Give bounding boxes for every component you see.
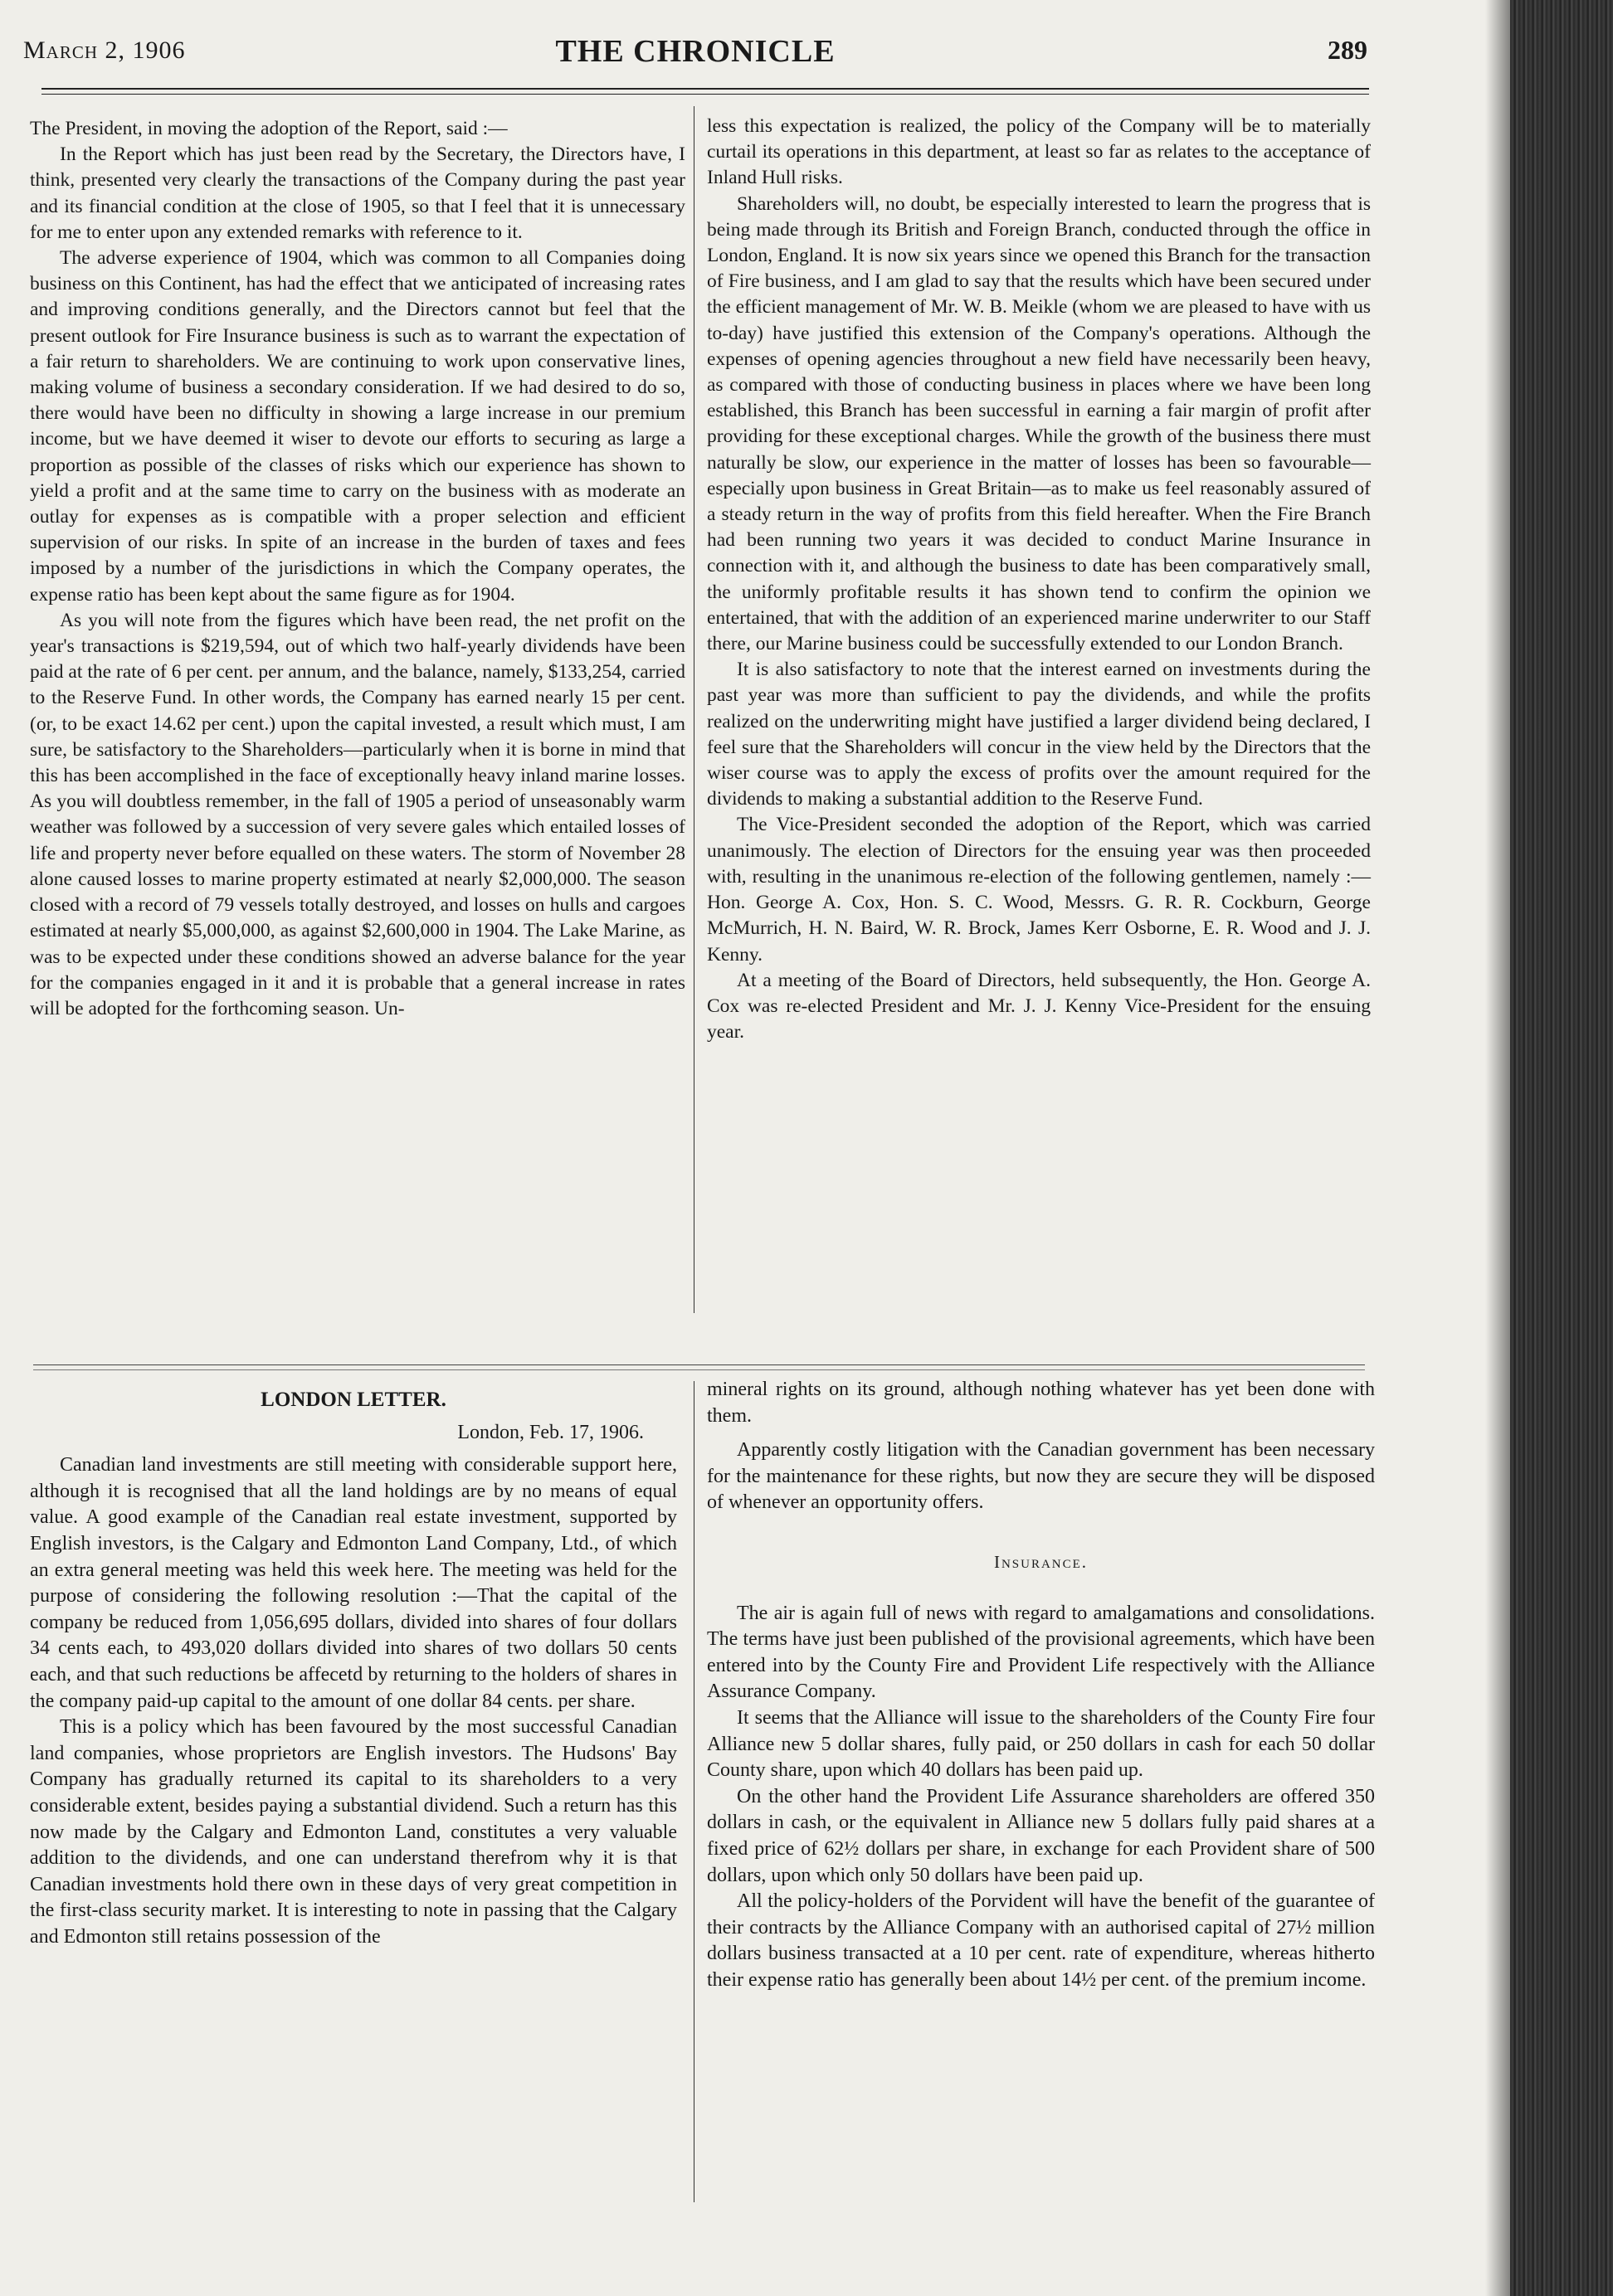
binding-shadow <box>1485 0 1510 2296</box>
london-letter-column <box>30 1387 677 1950</box>
paragraph: mineral rights on its ground, although nothing whatever has yet been done with them. <box>707 1379 1375 1427</box>
paragraph: The adverse experience of 1904, which was common to all Companies doing business on this Continent, has had the effect that we anticipated of increasing rates and improving conditions generally, and the Directors cannot but feel that the present outlook for Fire Insurance business is such as to warrant the expectation of a fair return to shareholders. We are continuing to work upon conservative lines, making volume of business a secondary consideration. If we had desired to do so, there would have been no difficulty in showing a large increase in our premium income, but we have deemed it wiser to devote our efforts to securing as large a proportion as possible of the classes of risks which our experience has shown to yield a profit and at the same time to carry on the business with as moderate an outlay for expenses as is compatible with a proper selection and efficient supervision of our risks. In spite of an increase in the burden of taxes and fees imposed by a number of the jurisdictions in which the Company operates, the expense ratio has been kept about the same figure as for 1904. <box>30 247 685 606</box>
paragraph: On the other hand the Provident Life Assurance shareholders are offered 350 dollars in cash, or the equivalent in Alliance new 5 dollars fully paid shares at a fixed price of 62½ dollars per share, in exchange for each Provident share of 500 dollars, upon which only 50 dollars have been paid up. <box>707 1785 1375 1886</box>
header-rule <box>41 88 1369 90</box>
paragraph: In the Report which has just been read by the Secretary, the Directors have, I think, presented very clearly the transactions of the Company during the past year and its financial condition at the close of 1905, so that I feel that it is unnecessary for me to enter upon any extended remarks with reference to it. <box>30 144 685 243</box>
section-title: LONDON LETTER. <box>261 1389 446 1411</box>
top-right-column <box>707 114 1371 1045</box>
paragraph: All the policy-holders of the Porvident will have the benefit of the guarantee of their contracts by the Alliance Company with an authorised capital of 27½ million dollars business transacted at a 10 per cent. rate of expenditure, whereas hitherto their expense ratio has generally been about 14½ per cent. of the premium income. <box>707 1890 1375 1991</box>
bottom-right-column <box>707 1377 1375 1993</box>
paragraph: It is also satisfactory to note that the interest earned on investments during the past year was more than sufficient to pay the dividends, and while the profits realized on the underwriting might have justified a larger dividend being declared, I feel sure that the Shareholders will concur in the view held by the Directors that the wiser course was to apply the excess of profits over the amount required for the dividends to making a substantial addition to the Reserve Fund. <box>707 659 1371 810</box>
paragraph: Apparently costly litigation with the Canadian government has been necessary for the maintenance for these rights, but now they are secure they will be disposed of whenever an opportunity offers. <box>707 1439 1375 1514</box>
header-rule-thin <box>41 94 1369 95</box>
book-binding <box>1510 0 1613 2296</box>
paragraph: Canadian land investments are still meeting with considerable support here, although it is recognised that all the land holdings are by no means of equal value. A good example of the Canadian real estate investment, supported by English investors, is the Calgary and Edmonton Land Company, Ltd., of which an extra general meeting was held this week here. The meeting was held for the purpose of considering the following resolution :—That the capital of the company be reduced from 1,056,695 dollars, divided into shares of four dollars 34 cents each, to 493,020 dollars divided into shares of two dollars 50 cents each, and that such reductions be affecetd by returning to the holders of shares in the company paid-up capital to the amount of one dollar 84 cents. per share. <box>30 1454 677 1712</box>
page-number: 289 <box>1328 35 1367 65</box>
paragraph: As you will note from the figures which have been read, the net profit on the year's transactions is $219,594, out of which two half-yearly dividends have been paid at the rate of 6 per cent. per annum, and the balance, namely, $133,254, carried to the Reserve Fund. In other words, the Company has earned nearly 15 per cent. (or, to be exact 14.62 per cent.) upon the capital invested, a result which must, I am sure, be satisfactory to the Shareholders—particularly when it is borne in mind that this has been accomplished in the face of exceptionally heavy inland marine losses. As you will doubtless remember, in the fall of 1905 a period of unseasonably warm weather was followed by a succession of very severe gales which entailed losses of life and property never before equalled on these waters. The storm of November 28 alone caused losses to marine property estimated at nearly $2,000,000. The season closed with a record of 79 vessels totally destroyed, and losses on hulls and cargoes estimated at nearly $5,000,000, as against $2,600,000 in 1904. The Lake Marine, as was to be expected under these conditions showed an adverse balance for the year for the companies engaged in it and it is probable that a general increase in rates will be adopted for the forthcoming season. Un- <box>30 609 685 1019</box>
paragraph: Shareholders will, no doubt, be especially interested to learn the progress that is being made through its British and Foreign Branch, conducted through the office in London, England. It is now six years since we opened this Branch for the transaction of Fire business, and I am glad to say that the results which have been secured under the efficient management of Mr. W. B. Meikle (whom we are pleased to have with us to-day) have justified this extension of the Company's operations. Although the expenses of opening agencies throughout a new field have necessarily been heavy, as compared with those of conducting business in places where we have been long established, this Branch has been successful in earning a fair margin of profit after providing for these exceptional charges. While the growth of the business there must naturally be slow, our experience in the matter of losses has been so favourable—especially upon business in Great Britain—as to make us feel reasonably assured of a steady return in the way of profits from this field hereafter. When the Fire Branch had been running two years it was decided to conduct Marine Insurance in connection with it, and although the business to date has been comparatively small, the uniformly profitable results it has shown tend to confirm the opinion we entertained, that with the addition of an experienced marine underwriter to our Staff there, our Marine business could be successfully extended to our London Branch. <box>707 192 1371 655</box>
paragraph: This is a policy which has been favoured by the most successful Canadian land companies, whose proprietors are English investors. The Hudsons' Bay Company has gradually returned its capital to its shareholders to a very considerable extent, besides paying a substantial dividend. Such a return has this now made by the Calgary and Edmonton Land, constitutes a very valuable addition to the dividends, and one can understand therefrom why it is that Canadian investments hold there own in these days of very great competition in the first-class security market. It is interesting to note in passing that the Calgary and Edmonton still retains possession of the <box>30 1716 677 1948</box>
issue-date: March 2, 1906 <box>23 36 186 64</box>
page-header <box>23 33 1367 75</box>
section-divider <box>33 1364 1365 1365</box>
top-left-column <box>30 116 685 1022</box>
section-divider-thin <box>33 1369 1365 1370</box>
paragraph: The air is again full of news with regard to amalgamations and consolidations. The terms have just been published of the provisional agreements, which have been entered into by the County Fire and Provident Life respectively with the Alliance Assurance Company. <box>707 1602 1375 1703</box>
publication-title: THE CHRONICLE <box>555 34 836 69</box>
subheading: Insurance. <box>993 1551 1089 1572</box>
paragraph: The Vice-President seconded the adoption of the Report, which was carried unanimously. The election of Directors for the ensuing year was then proceeded with, resulting in the unanimous re-election of the following gentlemen, namely :—Hon. George A. Cox, Hon. S. C. Wood, Messrs. G. R. R. Cockburn, George McMurrich, H. N. Baird, W. R. Brock, James Kerr Osborne, E. R. Wood and J. J. Kenny. <box>707 814 1371 966</box>
paragraph: less this expectation is realized, the policy of the Company will be to materially curtail its operations in this department, at least so far as relates to the acceptance of Inland Hull risks. <box>707 115 1371 189</box>
paragraph: At a meeting of the Board of Directors, held subsequently, the Hon. George A. Cox was re-elected President and Mr. J. J. Kenny Vice-President for the ensuing year. <box>707 969 1371 1043</box>
dateline: London, Feb. 17, 1906. <box>457 1421 644 1443</box>
paragraph: The President, in moving the adoption of the Report, said :— <box>30 118 508 139</box>
paragraph: It seems that the Alliance will issue to the shareholders of the County Fire four Alliance new 5 dollar shares, fully paid, or 250 dollars in cash for each 50 dollar County share, upon which 40 dollars has been paid up. <box>707 1706 1375 1782</box>
